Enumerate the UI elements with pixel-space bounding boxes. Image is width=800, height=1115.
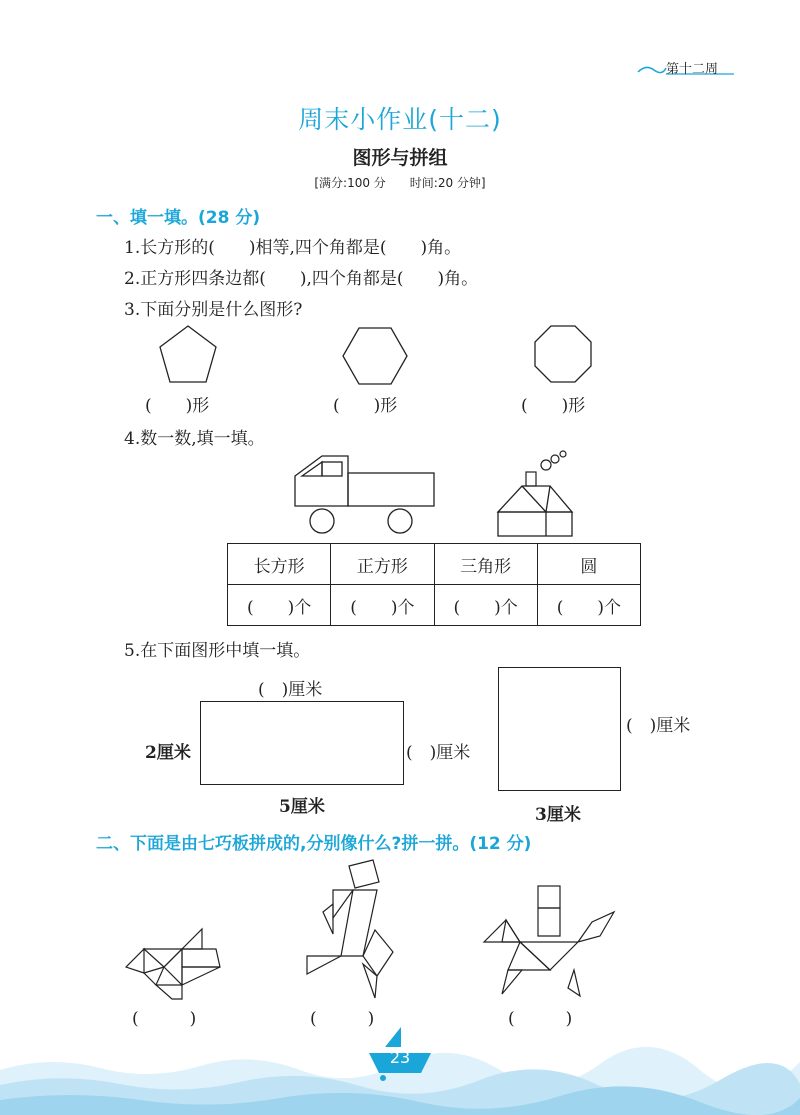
square-figure	[498, 667, 621, 791]
page-title: 周末小作业(十二)	[298, 105, 502, 134]
tangram-bird-figure	[120, 915, 230, 1005]
count-triangle-cell[interactable]: ( )个	[434, 585, 537, 626]
header-circle: 圆	[537, 544, 640, 585]
table-row	[228, 544, 641, 585]
page-number: 23	[389, 1048, 411, 1067]
header-square: 正方形	[331, 544, 434, 585]
count-rectangle-cell[interactable]: ( )个	[228, 585, 331, 626]
count-square-cell[interactable]: ( )个	[331, 585, 434, 626]
house-figure	[494, 448, 584, 540]
pentagon-answer[interactable]: ( )形	[145, 396, 210, 416]
question-3: 3.下面分别是什么图形?	[124, 300, 303, 320]
question-1: 1.长方形的( )相等,四个角都是( )角。	[124, 238, 462, 258]
page-subtitle: 图形与拼组	[352, 147, 448, 169]
count-circle-cell[interactable]: ( )个	[537, 585, 640, 626]
question-2: 2.正方形四条边都( ),四个角都是( )角。	[124, 269, 479, 289]
tangram-answer-3[interactable]: ( )	[508, 1009, 573, 1029]
rect-bottom-label: 5厘米	[279, 797, 325, 817]
tangram-answer-1[interactable]: ( )	[132, 1009, 197, 1029]
rect-right-label[interactable]: ( )厘米	[406, 743, 471, 763]
section-1-heading: 一、填一填。(28 分)	[96, 208, 261, 228]
tangram-runner-figure	[303, 856, 403, 1001]
week-label: 第十二周	[666, 62, 719, 77]
header-rectangle: 长方形	[228, 544, 331, 585]
square-right-label[interactable]: ( )厘米	[626, 716, 691, 736]
rectangle-figure	[200, 701, 404, 785]
octagon-shape	[525, 320, 605, 390]
section-2-heading: 二、下面是由七巧板拼成的,分别像什么?拼一拼。(12 分)	[96, 834, 532, 854]
hexagon-answer[interactable]: ( )形	[333, 396, 398, 416]
rect-left-label: 2厘米	[145, 743, 191, 763]
header-triangle: 三角形	[434, 544, 537, 585]
tangram-answer-2[interactable]: ( )	[310, 1009, 375, 1029]
table-row	[228, 585, 641, 626]
square-bottom-label: 3厘米	[535, 805, 581, 825]
count-table	[227, 543, 641, 626]
hexagon-shape	[335, 320, 415, 390]
pentagon-shape	[150, 320, 230, 390]
question-4: 4.数一数,填一填。	[124, 429, 265, 449]
score-time-info: [满分:100 分 时间:20 分钟]	[314, 176, 486, 190]
tangram-horse-figure	[480, 878, 620, 998]
question-5: 5.在下面图形中填一填。	[124, 641, 311, 661]
rect-top-label[interactable]: ( )厘米	[258, 680, 323, 700]
truck-figure	[290, 448, 440, 538]
octagon-answer[interactable]: ( )形	[521, 396, 586, 416]
